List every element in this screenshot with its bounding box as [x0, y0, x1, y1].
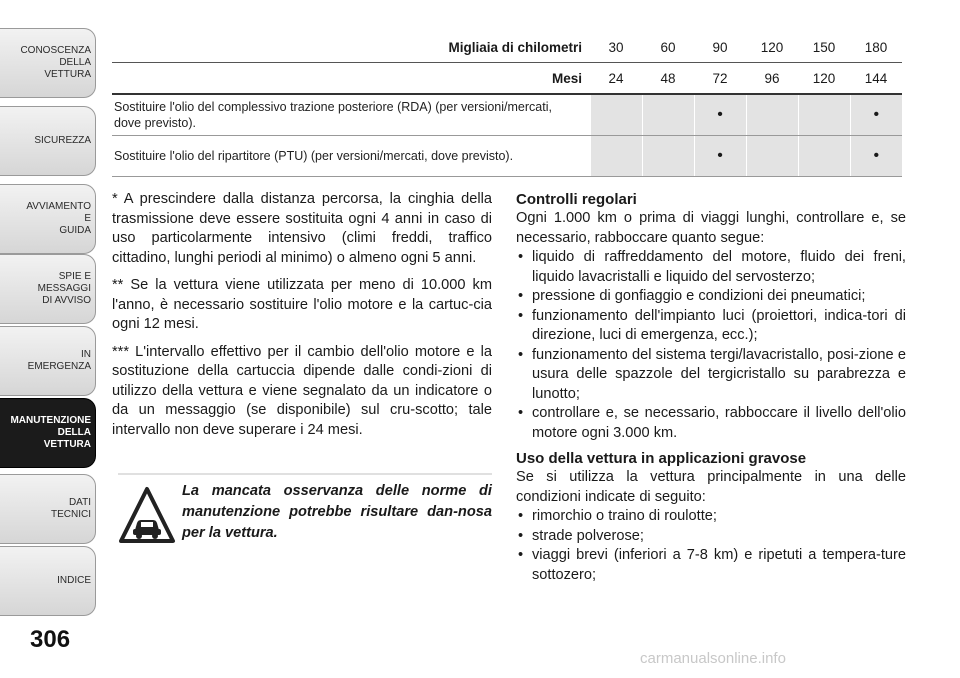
list-item: • funzionamento del sistema tergi/lavacristallo, posi-zione e usura delle spazzole del tergicristallo su parabrezza e lunotto;	[516, 346, 906, 405]
table-row	[112, 94, 902, 136]
warning-box	[118, 473, 492, 555]
maintenance-table	[112, 32, 902, 177]
list-item: • viaggi brevi (inferiori a 7-8 km) e ripetuti a tempera-ture sottozero;	[516, 546, 906, 585]
controls-column	[516, 190, 906, 591]
list-item: • liquido di raffreddamento del motore, fluido dei freni, liquido lavacristalli e liquido del servosterzo;	[516, 248, 906, 287]
tab-in-emergenza[interactable]: IN EMERGENZA	[0, 326, 96, 396]
km-cell: 150	[798, 32, 850, 63]
tab-manutenzione-della-vettura[interactable]: MANUTENZIONE DELLA VETTURA	[0, 398, 96, 468]
footnote-1: * A prescindere dalla distanza percorsa, la cinghia della trasmissione deve essere sostituita ogni 4 anni in caso di uso particolarmente intensivo (climi freddi, traffico cittadino, lunghi periodi al minimo) o almeno ogni 5 anni.	[112, 191, 492, 266]
km-cell: 120	[746, 32, 798, 63]
km-cell: 30	[590, 32, 642, 63]
tab-conoscenza-della-vettura[interactable]: CONOSCENZA DELLA VETTURA	[0, 28, 96, 98]
interval-mark: •	[850, 94, 902, 136]
km-cell: 180	[850, 32, 902, 63]
months-cell: 144	[850, 63, 902, 95]
interval-mark: •	[694, 136, 746, 177]
months-header-label: Mesi	[112, 63, 590, 95]
interval-mark	[798, 136, 850, 177]
footnote-3: *** L'intervallo effettivo per il cambio dell'olio motore e la sostituzione della cartuccia dipende dalle condi-zioni di utilizzo della vettura e viene segnalato da un indicatore o da un messaggio (se disponibile) sul cru-scotto; tale intervallo non deve superare i 24 mesi.	[112, 343, 492, 438]
tab-dati-tecnici[interactable]: DATI TECNICI	[0, 474, 96, 544]
list-item: • controllare e, se necessario, rabboccare il livello dell'olio motore ogni 3.000 km.	[516, 404, 906, 443]
tab-spie-e-messaggi[interactable]: SPIE E MESSAGGI DI AVVISO	[0, 254, 96, 324]
table-row	[112, 136, 902, 177]
table-header-months-row	[112, 63, 902, 95]
tab-indice[interactable]: INDICE	[0, 546, 96, 616]
checks-list	[516, 248, 906, 443]
interval-mark	[798, 94, 850, 136]
row-description: Sostituire l'olio del ripartitore (PTU) (per versioni/mercati, dove previsto).	[112, 136, 590, 177]
tab-avviamento-e-guida[interactable]: AVVIAMENTO E GUIDA	[0, 184, 96, 254]
months-cell: 48	[642, 63, 694, 95]
interval-mark	[642, 94, 694, 136]
interval-mark	[590, 136, 642, 177]
conditions-list	[516, 507, 906, 585]
tab-sicurezza[interactable]: SICUREZZA	[0, 106, 96, 176]
list-item: • funzionamento dell'impianto luci (proiettori, indica-tori di direzione, luci di emergenza, ecc.);	[516, 307, 906, 346]
months-cell: 96	[746, 63, 798, 95]
interval-mark	[590, 94, 642, 136]
table-header-km-row	[112, 32, 902, 63]
footnote-2: ** Se la vettura viene utilizzata per meno di 10.000 km l'anno, è necessario sostituire l'olio motore e la cartuc-cia ogni 12 mesi.	[112, 277, 492, 332]
watermark: carmanualsonline.info	[640, 650, 786, 667]
paragraph: Ogni 1.000 km o prima di viaggi lunghi, controllare e, se necessario, rabboccare quanto segue:	[516, 210, 906, 246]
footnotes-column	[112, 190, 492, 448]
interval-mark: •	[694, 94, 746, 136]
km-header-label: Migliaia di chilometri	[112, 32, 590, 63]
list-item: • pressione di gonfiaggio e condizioni dei pneumatici;	[516, 287, 906, 307]
interval-mark	[642, 136, 694, 177]
months-cell: 72	[694, 63, 746, 95]
km-cell: 60	[642, 32, 694, 63]
km-cell: 90	[694, 32, 746, 63]
section-heading-heavy-use: Uso della vettura in applicazioni gravose	[516, 450, 807, 467]
list-item: • strade polverose;	[516, 527, 906, 547]
section-heading-regular-checks: Controlli regolari	[516, 191, 637, 208]
interval-mark: •	[850, 136, 902, 177]
row-description: Sostituire l'olio del complessivo trazione posteriore (RDA) (per versioni/mercati, dove previsto).	[112, 94, 590, 136]
warning-text: La mancata osservanza delle norme di manutenzione potrebbe risultare dan-nosa per la vettura.	[182, 483, 492, 541]
page-number: 306	[30, 626, 71, 653]
interval-mark	[746, 94, 798, 136]
months-cell: 24	[590, 63, 642, 95]
list-item: • rimorchio o traino di roulotte;	[516, 507, 906, 527]
interval-mark	[746, 136, 798, 177]
car-warning-icon	[118, 485, 176, 545]
months-cell: 120	[798, 63, 850, 95]
paragraph: Se si utilizza la vettura principalmente in una delle condizioni indicate di seguito:	[516, 469, 906, 505]
